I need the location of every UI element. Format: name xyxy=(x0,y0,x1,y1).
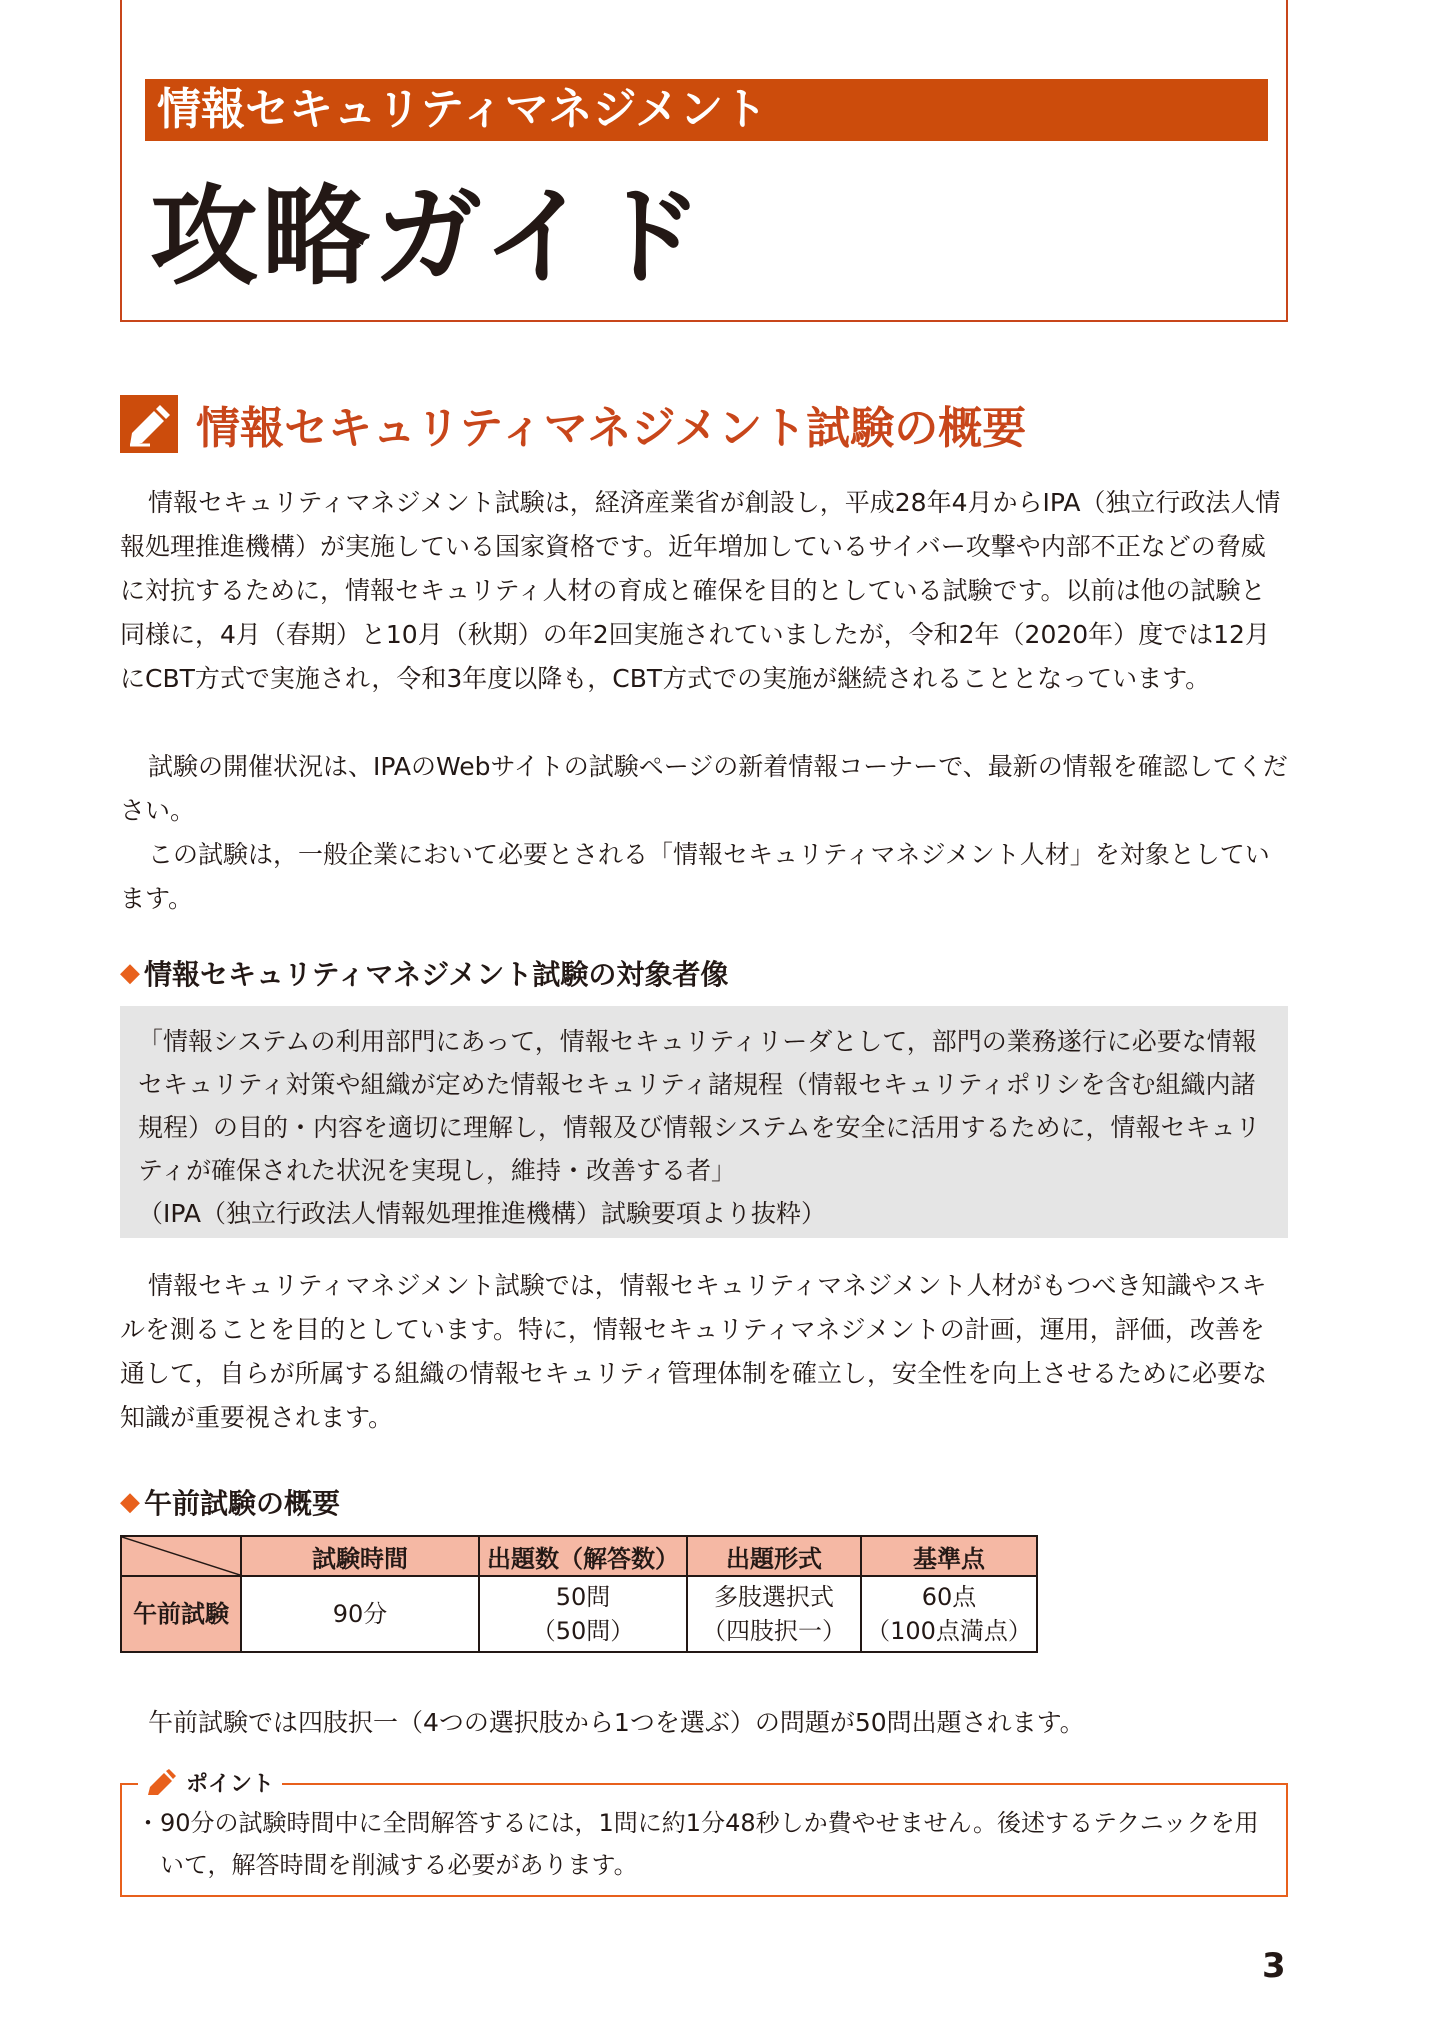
pencil-icon xyxy=(146,1769,180,1795)
exam-table xyxy=(120,1535,1038,1653)
quote-source: （IPA（独立行政法人情報処理推進機構）試験要項より抜粋） xyxy=(138,1199,826,1228)
page-title: 攻略ガイド xyxy=(150,175,707,300)
section-heading xyxy=(120,393,1026,455)
count-value: 50問 xyxy=(555,1583,611,1611)
venue-paragraph: 試験の開催状況は、IPAのWebサイトの試験ページの新着情報コーナーで、最新の情報を確認してください。 xyxy=(120,752,1288,825)
intro-paragraph: 情報セキュリティマネジメント試験は，経済産業省が創設し，平成28年4月からIPA（独立行政法人情報処理推進機構）が実施している国家資格です。近年増加しているサイバー攻撃や内部不正などの脅威に対抗するために，情報セキュリティ人材の育成と確保を目的としている試験です。以前は他の試験と同様に，4月（春期）と10月（秋期）の年2回実施されていましたが，令和2年（2020年）度では12月にCBT方式で実施され，令和3年度以降も，CBT方式での実施が継続されることとなっています。 xyxy=(120,488,1281,693)
score-max: （100点満点） xyxy=(866,1617,1032,1645)
morning-heading-text: 午前試験の概要 xyxy=(144,1487,341,1520)
cell-format xyxy=(687,1576,861,1652)
diagonal-line xyxy=(122,1537,240,1575)
section-title: 情報セキュリティマネジメント試験の概要 xyxy=(196,403,1027,454)
point-item: ・90分の試験時間中に全問解答するには，1問に約1分48秒しか費やせません。後述するテクニックを用いて，解答時間を削減する必要があります。 xyxy=(136,1809,1259,1879)
cell-count xyxy=(479,1576,687,1652)
pencil-icon xyxy=(120,395,178,453)
quote-text: 「情報システムの利用部門にあって，情報セキュリティリーダとして，部門の業務遂行に必要な情報セキュリティ対策や組織が定めた情報セキュリティ諸規程（情報セキュリティポリシを含む組織内諸規程）の目的・内容を適切に理解し，情報及び情報システムを安全に活用するために，情報セキュリティが確保された状況を実現し，維持・改善する者」 xyxy=(138,1027,1261,1185)
point-text xyxy=(136,1802,1276,1886)
target-heading xyxy=(120,953,728,993)
skill-paragraph: 情報セキュリティマネジメント試験では，情報セキュリティマネジメント人材がもつべき知識やスキルを測ることを目的としています。特に，情報セキュリティマネジメントの計画，運用，評価，改善を通して，自らが所属する組織の情報セキュリティ管理体制を確立し，安全性を向上させるために必要な知識が重要視されます。 xyxy=(120,1271,1268,1432)
point-label-text: ポイント xyxy=(186,1771,275,1797)
cell-score xyxy=(861,1576,1037,1652)
quote-box xyxy=(120,1006,1288,1238)
target-paragraph: この試験は，一般企業において必要とされる「情報セキュリティマネジメント人材」を対象としています。 xyxy=(120,840,1270,913)
score-value: 60点 xyxy=(921,1583,977,1611)
morning-heading xyxy=(120,1482,340,1522)
title-band: 情報セキュリティマネジメント xyxy=(145,79,1268,141)
row-label: 午前試験 xyxy=(121,1576,241,1652)
format-detail: （四肢択一） xyxy=(702,1617,846,1645)
target-heading-text: 情報セキュリティマネジメント試験の対象者像 xyxy=(144,958,729,991)
count-answers: （50問） xyxy=(531,1617,635,1645)
format-value: 多肢選択式 xyxy=(714,1583,834,1611)
cell-time: 90分 xyxy=(241,1576,479,1652)
morning-note: 午前試験では四肢択一（4つの選択肢から1つを選ぶ）の問題が50問出題されます。 xyxy=(148,1708,1085,1737)
header-score: 基準点 xyxy=(861,1536,1037,1576)
point-label xyxy=(138,1767,282,1797)
diamond-icon: ◆ xyxy=(120,958,140,988)
header-count: 出題数（解答数） xyxy=(479,1536,687,1576)
header-time: 試験時間 xyxy=(241,1536,479,1576)
diamond-icon: ◆ xyxy=(120,1487,140,1517)
page-number: 3 xyxy=(1262,1946,1286,1986)
corner-cell xyxy=(121,1536,241,1576)
header-format: 出題形式 xyxy=(687,1536,861,1576)
